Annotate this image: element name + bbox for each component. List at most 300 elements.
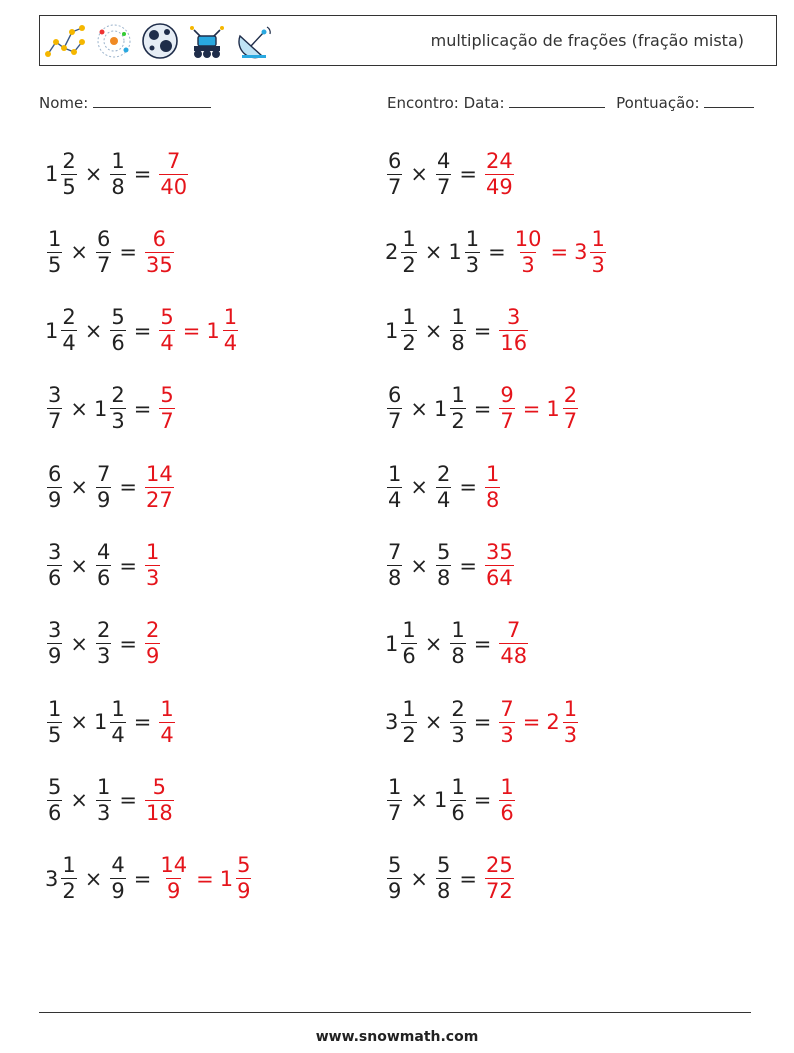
answer-fraction	[497, 775, 516, 826]
answer-fraction	[143, 775, 176, 826]
answer-mixed-number	[206, 305, 240, 356]
name-field	[39, 93, 211, 112]
numerator: 3	[48, 618, 62, 643]
denominator: 6	[402, 644, 416, 669]
fraction	[485, 540, 514, 591]
numerator: 6	[152, 226, 167, 251]
times-sign: ×	[424, 318, 443, 343]
answer-fraction	[157, 305, 176, 356]
fraction	[159, 697, 174, 748]
factor-b	[94, 462, 113, 513]
footer-divider	[39, 1012, 751, 1013]
numerator: 1	[402, 618, 416, 643]
denominator: 16	[500, 331, 528, 356]
factor-b	[448, 305, 467, 356]
times-sign: ×	[70, 553, 88, 578]
numerator: 35	[485, 540, 513, 564]
answer-fraction	[497, 618, 530, 669]
numerator: 7	[167, 148, 181, 173]
denominator: 2	[402, 331, 416, 356]
denominator: 4	[111, 722, 125, 747]
answer-fraction	[143, 462, 176, 513]
problem-item	[385, 849, 516, 909]
whole-number: 1	[433, 788, 448, 813]
fraction	[387, 853, 402, 904]
whole-number: 1	[433, 396, 448, 421]
problem-item	[45, 614, 162, 674]
denominator: 9	[237, 879, 251, 904]
factor-b	[434, 853, 453, 904]
answer-fraction	[157, 853, 190, 904]
equals-sign: =	[133, 318, 152, 343]
numerator: 1	[451, 305, 465, 330]
times-sign: ×	[84, 162, 103, 186]
fraction	[499, 697, 514, 748]
numerator: 1	[62, 853, 76, 878]
times-sign: ×	[410, 788, 428, 813]
factor-b	[448, 618, 467, 669]
numerator: 1	[563, 696, 578, 721]
whole-number: 1	[546, 396, 560, 421]
factor-b	[108, 305, 127, 356]
fraction	[499, 383, 514, 434]
name-label: Nome:	[39, 94, 89, 112]
numerator: 7	[388, 540, 402, 564]
numerator: 1	[48, 696, 62, 721]
equals-sign: =	[459, 553, 477, 578]
whole-number: 1	[448, 240, 462, 265]
answer-fraction	[483, 853, 516, 904]
answer-mixed-number	[546, 383, 580, 434]
denominator: 6	[48, 800, 62, 825]
denominator: 8	[111, 174, 125, 199]
denominator: 7	[160, 409, 174, 434]
times-sign: ×	[70, 631, 88, 656]
numerator: 1	[96, 774, 111, 799]
answer-fraction	[483, 462, 502, 513]
problem-item	[385, 144, 516, 204]
answer-fraction	[143, 540, 162, 591]
equals-sign: =	[459, 475, 477, 500]
whole-number: 1	[206, 318, 220, 343]
numerator: 5	[48, 774, 62, 799]
factor-b	[94, 775, 113, 826]
denominator: 6	[111, 331, 125, 356]
problem-item	[385, 614, 530, 674]
denominator: 48	[500, 644, 528, 669]
denominator: 7	[96, 252, 111, 277]
factor-b	[94, 383, 128, 434]
numerator: 5	[160, 305, 174, 330]
times-sign: ×	[410, 162, 428, 186]
factor-a	[45, 149, 79, 200]
denominator: 9	[388, 879, 402, 904]
numerator: 1	[111, 148, 125, 173]
numerator: 1	[223, 305, 238, 330]
times-sign: ×	[70, 240, 88, 265]
equals-sign: =	[133, 396, 152, 421]
denominator: 4	[160, 722, 174, 747]
fraction	[387, 775, 402, 826]
problem-item	[45, 301, 240, 361]
whole-number: 1	[385, 318, 399, 343]
fraction	[145, 618, 160, 669]
fraction	[96, 462, 111, 513]
numerator: 4	[96, 540, 111, 564]
denominator: 3	[521, 252, 535, 277]
equals-sign: =	[133, 162, 152, 186]
footer-url: www.snowmath.com	[315, 1029, 479, 1045]
fraction	[590, 227, 605, 278]
denominator: 7	[48, 409, 62, 434]
factor-a	[45, 853, 79, 904]
fraction	[159, 383, 174, 434]
factor-a	[385, 853, 404, 904]
problem-item	[385, 457, 502, 517]
denominator: 5	[48, 722, 62, 747]
numerator: 1	[388, 774, 402, 799]
numerator: 5	[388, 853, 402, 878]
times-sign: ×	[410, 475, 428, 500]
rover-icon	[186, 22, 228, 60]
numerator: 2	[563, 383, 578, 408]
numerator: 14	[145, 461, 173, 486]
times-sign: ×	[70, 710, 88, 735]
factor-a	[385, 149, 404, 200]
fraction	[401, 618, 416, 669]
numerator: 5	[237, 853, 251, 878]
fraction	[236, 853, 251, 904]
numerator: 1	[402, 305, 416, 330]
problem-item	[45, 222, 176, 282]
numerator: 1	[388, 461, 402, 486]
constellation-icon	[44, 22, 88, 60]
factor-a	[45, 305, 79, 356]
factor-b	[94, 697, 128, 748]
equals-sign: =	[119, 631, 137, 656]
fraction	[387, 149, 402, 200]
fraction	[450, 305, 465, 356]
fraction	[110, 149, 125, 200]
factor-b	[94, 227, 113, 278]
denominator: 2	[402, 722, 416, 747]
factor-a	[385, 697, 419, 748]
encounter-field	[387, 93, 754, 112]
factor-a	[385, 540, 404, 591]
numerator: 4	[111, 853, 125, 878]
factor-b	[434, 383, 468, 434]
denominator: 35	[145, 252, 173, 277]
numerator: 1	[451, 774, 465, 799]
denominator: 7	[388, 409, 402, 434]
problem-item	[385, 692, 580, 752]
fraction	[159, 149, 188, 200]
equals-sign: =	[119, 788, 137, 813]
numerator: 5	[160, 383, 174, 408]
worksheet-title: multiplicação de frações (fração mista)	[430, 31, 744, 50]
equals-sign: =	[119, 553, 137, 578]
factor-a	[385, 462, 404, 513]
fraction	[485, 853, 514, 904]
fraction	[499, 618, 528, 669]
times-sign: ×	[410, 396, 428, 421]
factor-b	[434, 149, 453, 200]
numerator: 1	[48, 226, 62, 251]
fraction	[499, 305, 528, 356]
denominator: 3	[500, 722, 514, 747]
denominator: 8	[388, 566, 402, 590]
numerator: 2	[145, 618, 160, 643]
fraction	[436, 853, 451, 904]
fraction	[485, 462, 500, 513]
numerator: 1	[402, 696, 416, 721]
numerator: 6	[48, 461, 62, 486]
fraction	[450, 775, 465, 826]
fraction	[436, 462, 451, 513]
fraction	[401, 305, 416, 356]
numerator: 3	[48, 540, 62, 564]
numerator: 5	[111, 305, 125, 330]
fraction	[110, 305, 125, 356]
answer-fraction	[497, 697, 516, 748]
denominator: 2	[62, 879, 76, 904]
numerator: 7	[500, 696, 514, 721]
denominator: 4	[160, 331, 174, 356]
fraction	[96, 775, 111, 826]
answer-fraction	[157, 149, 190, 200]
fraction	[159, 853, 188, 904]
whole-number: 1	[219, 866, 234, 891]
factor-a	[45, 775, 64, 826]
answer-equals-sign: =	[550, 240, 569, 265]
denominator: 5	[62, 174, 76, 199]
denominator: 4	[388, 487, 402, 512]
answer-equals-sign: =	[196, 866, 214, 891]
fraction	[47, 462, 62, 513]
whole-number: 2	[546, 710, 560, 735]
factor-a	[385, 618, 419, 669]
times-sign: ×	[424, 631, 443, 656]
answer-fraction	[157, 697, 176, 748]
times-sign: ×	[70, 788, 88, 813]
numerator: 1	[160, 696, 174, 721]
answer-fraction	[497, 383, 516, 434]
numerator: 14	[160, 853, 188, 878]
times-sign: ×	[424, 710, 443, 735]
denominator: 18	[145, 800, 173, 825]
numerator: 24	[485, 148, 513, 173]
problem-item	[45, 849, 253, 909]
numerator: 6	[388, 383, 402, 408]
factor-a	[45, 618, 64, 669]
denominator: 5	[48, 252, 62, 277]
numerator: 1	[451, 618, 465, 643]
equals-sign: =	[119, 240, 137, 265]
fraction	[47, 697, 62, 748]
numerator: 2	[62, 148, 76, 173]
denominator: 3	[591, 252, 605, 277]
times-sign: ×	[424, 240, 443, 265]
fraction	[436, 540, 451, 591]
answer-fraction	[143, 227, 176, 278]
whole-number: 1	[45, 162, 59, 186]
answer-fraction	[483, 540, 516, 591]
numerator: 7	[507, 618, 521, 643]
answer-equals-sign: =	[522, 396, 541, 421]
fraction	[47, 775, 62, 826]
factor-b	[94, 618, 113, 669]
denominator: 8	[436, 879, 451, 904]
numerator: 3	[48, 383, 62, 408]
fraction	[159, 305, 174, 356]
denominator: 3	[111, 409, 125, 434]
denominator: 9	[48, 644, 62, 669]
denominator: 3	[563, 722, 578, 747]
worksheet-header	[39, 15, 777, 66]
fraction	[110, 853, 125, 904]
fraction	[145, 540, 160, 591]
denominator: 9	[96, 487, 111, 512]
numerator: 1	[500, 774, 514, 799]
times-sign: ×	[70, 475, 88, 500]
denominator: 9	[167, 879, 181, 904]
factor-a	[45, 227, 64, 278]
fraction	[465, 227, 480, 278]
equals-sign: =	[459, 162, 477, 186]
denominator: 49	[485, 174, 513, 199]
answer-fraction	[512, 227, 545, 278]
fraction	[485, 149, 514, 200]
numerator: 6	[96, 226, 111, 251]
denominator: 8	[451, 331, 465, 356]
numerator: 2	[436, 461, 451, 486]
denominator: 40	[160, 174, 188, 199]
fraction	[450, 618, 465, 669]
answer-fraction	[143, 618, 162, 669]
problem-item	[45, 770, 176, 830]
denominator: 9	[111, 879, 125, 904]
denominator: 6	[48, 566, 62, 590]
numerator: 4	[436, 148, 451, 173]
fraction	[145, 227, 174, 278]
denominator: 64	[485, 566, 513, 590]
date-blank[interactable]	[509, 93, 605, 108]
encounter-label: Encontro: Data:	[387, 94, 505, 112]
fraction	[96, 618, 111, 669]
equals-sign: =	[473, 396, 492, 421]
problem-item	[385, 379, 580, 439]
problem-item	[45, 692, 177, 752]
fraction	[401, 227, 416, 278]
numerator: 1	[485, 461, 500, 486]
numerator: 5	[436, 853, 451, 878]
fraction	[110, 383, 125, 434]
problem-item	[385, 222, 608, 282]
factor-b	[448, 227, 482, 278]
factor-a	[385, 305, 419, 356]
fraction	[61, 853, 76, 904]
fraction	[47, 227, 62, 278]
factor-a	[45, 383, 64, 434]
factor-a	[385, 227, 419, 278]
factor-a	[45, 540, 64, 591]
numerator: 7	[96, 461, 111, 486]
score-label: Pontuação:	[616, 94, 700, 112]
equals-sign: =	[133, 710, 152, 735]
denominator: 4	[223, 331, 238, 356]
answer-mixed-number	[220, 853, 254, 904]
denominator: 9	[145, 644, 160, 669]
factor-a	[385, 383, 404, 434]
times-sign: ×	[70, 396, 88, 421]
denominator: 2	[402, 252, 416, 277]
numerator: 2	[451, 696, 465, 721]
denominator: 8	[451, 644, 465, 669]
fraction	[61, 305, 76, 356]
factor-b	[448, 697, 467, 748]
numerator: 25	[485, 853, 513, 878]
numerator: 5	[152, 774, 167, 799]
fraction	[563, 697, 578, 748]
denominator: 3	[96, 644, 111, 669]
answer-equals-sign: =	[182, 318, 201, 343]
numerator: 2	[111, 383, 125, 408]
problem-item	[385, 536, 516, 596]
fraction	[387, 540, 402, 591]
factor-b	[434, 462, 453, 513]
denominator: 3	[465, 252, 480, 277]
numerator: 5	[436, 540, 451, 564]
fraction	[450, 383, 465, 434]
denominator: 6	[451, 800, 465, 825]
score-blank[interactable]	[704, 93, 754, 108]
denominator: 27	[145, 487, 173, 512]
satellite-dish-icon	[234, 22, 276, 60]
problem-item	[45, 144, 190, 204]
whole-number: 1	[45, 318, 59, 343]
times-sign: ×	[410, 866, 428, 891]
fraction	[110, 697, 125, 748]
equals-sign: =	[473, 710, 492, 735]
problem-item	[45, 379, 177, 439]
times-sign: ×	[84, 318, 103, 343]
factor-a	[385, 775, 404, 826]
answer-mixed-number	[546, 697, 580, 748]
numerator: 9	[500, 383, 514, 408]
fraction	[436, 149, 451, 200]
denominator: 4	[62, 331, 76, 356]
answer-equals-sign: =	[522, 710, 541, 735]
denominator: 6	[96, 566, 111, 590]
equals-sign: =	[473, 788, 492, 813]
numerator: 1	[451, 383, 465, 408]
equals-sign: =	[119, 475, 137, 500]
name-blank[interactable]	[93, 93, 211, 108]
numerator: 6	[388, 148, 402, 173]
fraction	[499, 775, 514, 826]
fraction	[450, 697, 465, 748]
equals-sign: =	[488, 240, 506, 265]
fraction	[387, 462, 402, 513]
factor-b	[108, 149, 127, 200]
denominator: 9	[48, 487, 62, 512]
denominator: 6	[500, 800, 514, 825]
denominator: 7	[388, 174, 402, 199]
fraction	[387, 383, 402, 434]
whole-number: 1	[93, 710, 108, 735]
numerator: 3	[507, 305, 521, 330]
numerator: 1	[145, 540, 160, 564]
